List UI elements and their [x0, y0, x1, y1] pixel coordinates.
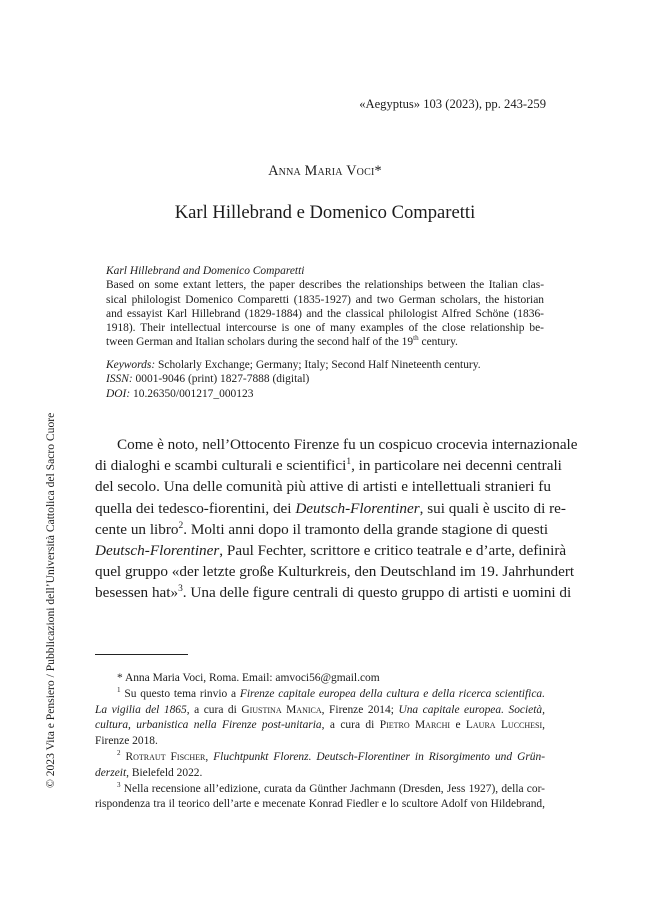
footnote-ref: 2 — [178, 520, 184, 531]
footnote-separator — [95, 654, 188, 655]
issn-label: ISSN: — [106, 373, 133, 386]
footnote-author: * Anna Maria Voci, Roma. Email: amvoci56@gmail.com — [117, 672, 380, 684]
article-title: Karl Hillebrand e Domenico Comparetti — [174, 202, 476, 223]
doi-value: 10.26350/001217_000123 — [130, 387, 254, 400]
abstract-line: Based on some extant letters, the paper describes the relationships between the Italian clas- — [106, 279, 544, 292]
abstract-text: tween German and Italian scholars during the second half of the 19 — [106, 336, 414, 349]
footnote-ref: 3 — [178, 584, 183, 595]
footnote-number: 2 — [117, 749, 121, 758]
body-text: , sui quali è uscito di re- — [419, 499, 566, 517]
issn-value: 0001-9046 (print) 1827-7888 (digital) — [132, 373, 310, 386]
abstract — [106, 264, 544, 350]
ordinal-superscript: th — [413, 334, 419, 343]
author-given-names: Anna Maria — [268, 163, 347, 179]
body-paragraph — [95, 434, 578, 604]
running-head: «Aegyptus» 103 (2023), pp. 243-259 — [359, 97, 546, 111]
footnote-3 — [95, 782, 545, 798]
footnote-1-cont — [95, 718, 545, 734]
keywords — [106, 358, 544, 372]
doi — [106, 387, 544, 401]
footnote-2 — [95, 750, 545, 766]
footnote-text: , — [542, 719, 546, 732]
footnotes — [95, 671, 545, 813]
keywords-label: Keywords: — [106, 359, 156, 371]
footnote-1-cont: Firenze 2018. — [95, 735, 158, 748]
body-text: . Molti anni dopo il tramonto della grande stagione di questi — [183, 520, 549, 538]
body-line — [95, 455, 562, 476]
author-footnote-mark: * — [374, 163, 382, 179]
body-text: quella dei tedesco-fiorentini, dei — [95, 499, 296, 517]
copyright-text: © 2023 Vita e Pensiero / Pubblicazioni dell’Università Cattolica del Sacro Cuore — [44, 412, 57, 788]
body-line — [95, 519, 549, 540]
body-text: besessen hat» — [95, 584, 179, 602]
body-line: quel gruppo «der letzte große Kulturkreis, den Deutschland im 19. Jahrhundert — [95, 563, 575, 581]
issn — [106, 372, 544, 386]
footnote-number: 3 — [117, 780, 121, 789]
abstract-text: century. — [418, 336, 458, 349]
footnote-text: Su questo tema rinvio a — [120, 687, 240, 700]
footnote-italic: Firenze capitale europea della cultura e della ricerca scientifica. — [239, 687, 545, 700]
abstract-line: sical philologist Domenico Comparetti (1835-1927) and two German scholars, the historian — [106, 293, 544, 306]
body-text: di dialoghi e scambi culturali e scientifici — [95, 457, 347, 475]
footnote-italic: Fluchtpunkt Florenz. Deutsch-Florentiner in Risorgimento und Grün- — [213, 750, 546, 763]
author-name — [0, 163, 650, 180]
body-text: , Paul Fechter, scrittore e critico teatrale e d’arte, definirà — [219, 542, 567, 560]
footnote-text: , Firenze 2014; — [321, 703, 399, 716]
doi-label: DOI: — [106, 387, 131, 400]
abstract-title: Karl Hillebrand and Domenico Comparetti — [106, 265, 305, 277]
author-surname: Voci — [346, 163, 375, 179]
abstract-line: 1918). Their intellectual intercourse is one of many examples of the close relationship be- — [106, 322, 544, 335]
abstract-line: and essayist Karl Hillebrand (1829-1884) and the classical philologist Alfred Schöne (1836- — [106, 307, 544, 320]
footnote-2-cont — [95, 766, 545, 782]
footnote-italic: cultura, urbanistica nella Firenze post-unitaria — [95, 719, 322, 732]
footnote-text: Nella recensione all’edizione, curata da Günther Jachmann (Dresden, Jess 1927), della cor- — [120, 782, 545, 795]
article-metadata — [106, 358, 544, 401]
keywords-value: Scholarly Exchange; Germany; Italy; Second Half Nineteenth century. — [155, 359, 481, 371]
abstract-line-last — [106, 335, 544, 349]
footnote-ref: 1 — [346, 457, 352, 468]
body-line — [95, 498, 566, 519]
footnote-italic: Una capitale europea. Società, — [398, 703, 546, 716]
footnote-3-cont: rispondenza tra il teorico dell’arte e mecenate Konrad Fiedler e lo scultore Adolf von Hildebrand, — [95, 798, 545, 811]
body-italic: Deutsch-Florentiner — [295, 499, 420, 517]
body-line: Come è noto, nell’Ottocento Firenze fu un cospicuo crocevia internazionale — [117, 436, 578, 453]
footnote-italic: derzeit — [95, 766, 127, 779]
footnote-text: e — [450, 719, 466, 732]
side-copyright-notice — [27, 370, 57, 790]
footnote-text: , a cura di — [186, 703, 242, 716]
footnote-smallcaps: Laura Lucchesi — [465, 719, 543, 732]
footnote-1-cont — [95, 703, 545, 719]
body-text: , in particolare nei decenni centrali — [351, 457, 562, 475]
footnote-smallcaps: Pietro Marchi — [379, 719, 451, 732]
body-text: . Una delle figure centrali di questo gruppo di artisti e uomini di — [182, 584, 572, 602]
footnote-number: 1 — [117, 685, 121, 694]
footnote-text: , — [205, 750, 214, 763]
footnote-italic: La vigilia del 1865 — [95, 703, 187, 716]
footnote-smallcaps: Rotraut Fischer — [125, 750, 206, 763]
body-line — [95, 540, 567, 561]
body-text: cente un libro — [95, 520, 179, 538]
body-italic: Deutsch-Florentiner — [95, 542, 220, 560]
footnote-1 — [95, 687, 545, 703]
footnote-text: , a cura di — [321, 719, 380, 732]
footnote-smallcaps: Giustina Manica — [241, 703, 322, 716]
footnote-text: , Bielefeld 2022. — [126, 766, 203, 779]
body-line: del secolo. Una delle comunità più attive di artisti e intellettuali stranieri fu — [95, 478, 551, 496]
body-line — [95, 582, 572, 603]
